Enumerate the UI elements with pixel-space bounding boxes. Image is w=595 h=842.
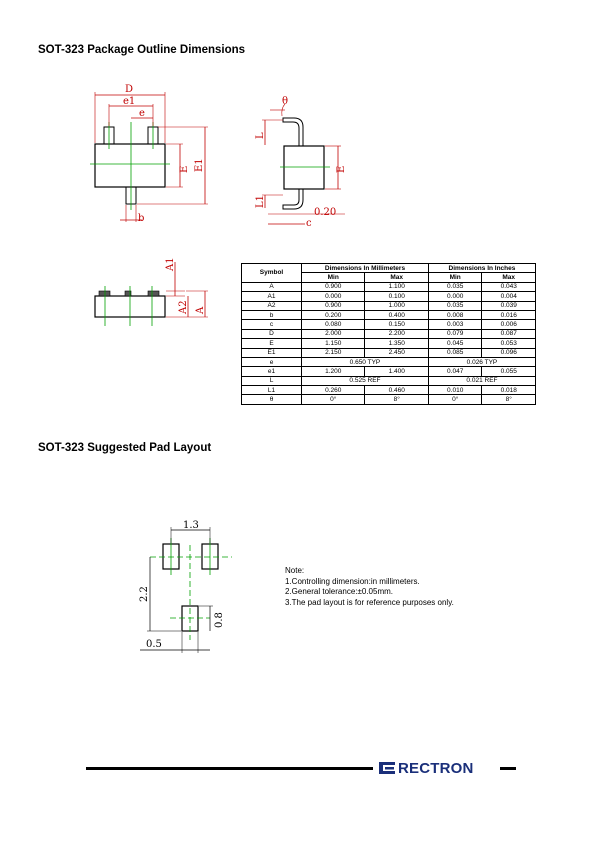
rectron-logo-mark-icon (378, 760, 397, 776)
label-e: e (139, 108, 145, 119)
pad-layout-heading: SOT-323 Suggested Pad Layout (38, 442, 212, 454)
table-header-inches: Dimensions In Inches (428, 264, 535, 273)
rectron-logo (378, 759, 474, 777)
cell-symbol: A1 (242, 292, 302, 301)
table-row (242, 292, 536, 301)
cell-in-max: 0.018 (482, 386, 536, 395)
table-header-mm-min: Min (302, 273, 365, 282)
note-title: Note: (285, 566, 305, 575)
footer-rule-right (500, 767, 516, 770)
cell-in-max: 0.096 (482, 348, 536, 357)
cell-symbol: D (242, 329, 302, 338)
table-header-mm: Dimensions In Millimeters (302, 264, 429, 273)
table-row (242, 329, 536, 338)
cell-in-min: 0.079 (428, 329, 482, 338)
label-A1: A1 (165, 257, 176, 271)
cell-mm-max: 0.400 (365, 310, 428, 319)
label-A2: A2 (178, 300, 189, 314)
cell-in-min: 0.085 (428, 348, 482, 357)
cell-mm-max: 8° (365, 395, 428, 404)
cell-in-max: 0.006 (482, 320, 536, 329)
dimensions-table (241, 263, 536, 405)
cell-mm-min: 2.150 (302, 348, 365, 357)
cell-in-min: 0.000 (428, 292, 482, 301)
cell-mm-span: 0.525 REF (302, 376, 429, 385)
cell-in-min: 0.035 (428, 301, 482, 310)
side-view (255, 96, 347, 229)
table-row (242, 339, 536, 348)
cell-mm-min: 0.080 (302, 320, 365, 329)
label-D: D (125, 84, 134, 95)
cell-mm-max: 0.460 (365, 386, 428, 395)
table-row (242, 310, 536, 319)
cell-in-span: 0.026 TYP (428, 357, 535, 366)
label-L1: L1 (255, 194, 266, 208)
cell-mm-max: 0.150 (365, 320, 428, 329)
cell-mm-max: 2.200 (365, 329, 428, 338)
table-header-in-min: Min (428, 273, 482, 282)
pad-label-pad-width: 0.5 (146, 639, 162, 650)
table-row (242, 348, 536, 357)
footer-rule-left (86, 767, 373, 770)
cell-mm-min: 0.900 (302, 301, 365, 310)
label-E: E (179, 165, 190, 173)
cell-mm-min: 0.260 (302, 386, 365, 395)
label-c: c (306, 218, 312, 229)
cell-symbol: E1 (242, 348, 302, 357)
note-line-2: 2.General tolerance:±0.05mm. (285, 587, 393, 596)
cell-symbol: θ (242, 395, 302, 404)
label-A: A (195, 306, 206, 314)
cell-in-max: 0.053 (482, 339, 536, 348)
cell-in-max: 8° (482, 395, 536, 404)
top-view (90, 84, 208, 224)
table-row (242, 376, 536, 385)
table-header-in-max: Max (482, 273, 536, 282)
cell-mm-max: 1.000 (365, 301, 428, 310)
cell-symbol: c (242, 320, 302, 329)
cell-in-max: 0.087 (482, 329, 536, 338)
cell-in-min: 0.008 (428, 310, 482, 319)
table-row (242, 386, 536, 395)
cell-symbol: L (242, 376, 302, 385)
cell-in-min: 0.003 (428, 320, 482, 329)
cell-mm-span: 0.650 TYP (302, 357, 429, 366)
note-line-3: 3.The pad layout is for reference purposes only. (285, 597, 454, 607)
cell-in-max: 0.055 (482, 367, 536, 376)
table-header-symbol: Symbol (242, 264, 302, 283)
outline-heading: SOT-323 Package Outline Dimensions (38, 44, 246, 56)
cell-in-max: 0.039 (482, 301, 536, 310)
cell-mm-min: 0.900 (302, 282, 365, 291)
label-e1: e1 (123, 96, 136, 107)
cell-mm-min: 2.000 (302, 329, 365, 338)
pad-label-width: 1.3 (183, 520, 199, 531)
label-E-side: E (336, 165, 347, 173)
cell-mm-min: 0.200 (302, 310, 365, 319)
note-line-1: 1.Controlling dimension:in millimeters. (285, 576, 420, 586)
cell-mm-min: 0° (302, 395, 365, 404)
cell-in-min: 0.045 (428, 339, 482, 348)
pad-label-height: 2.2 (139, 586, 150, 602)
cell-symbol: b (242, 310, 302, 319)
table-row (242, 282, 536, 291)
table-row (242, 301, 536, 310)
cell-mm-min: 0.000 (302, 292, 365, 301)
cell-mm-max: 2.450 (365, 348, 428, 357)
cell-symbol: E (242, 339, 302, 348)
pad-label-size: 0.8 (214, 612, 225, 628)
label-b: b (138, 213, 145, 224)
rectron-logo-text: RECTRON (398, 759, 474, 777)
cell-symbol: L1 (242, 386, 302, 395)
cell-in-min: 0.010 (428, 386, 482, 395)
table-row (242, 395, 536, 404)
table-row (242, 357, 536, 366)
cell-in-min: 0° (428, 395, 482, 404)
cell-mm-max: 1.100 (365, 282, 428, 291)
table-header-mm-max: Max (365, 273, 428, 282)
cell-symbol: e (242, 357, 302, 366)
label-theta: θ (282, 96, 289, 107)
cell-mm-min: 1.150 (302, 339, 365, 348)
cell-in-min: 0.035 (428, 282, 482, 291)
cell-mm-min: 1.200 (302, 367, 365, 376)
cell-in-max: 0.016 (482, 310, 536, 319)
label-L: L (255, 132, 266, 139)
cell-mm-max: 1.350 (365, 339, 428, 348)
cell-in-min: 0.047 (428, 367, 482, 376)
cell-in-max: 0.004 (482, 292, 536, 301)
pad-layout-note (285, 566, 454, 608)
label-E1: E1 (194, 158, 205, 172)
table-row (242, 320, 536, 329)
cell-in-max: 0.043 (482, 282, 536, 291)
cell-mm-max: 0.100 (365, 292, 428, 301)
cell-mm-max: 1.400 (365, 367, 428, 376)
table-row (242, 367, 536, 376)
front-view (95, 257, 208, 326)
label-gauge: 0.20 (314, 207, 337, 218)
pad-layout (139, 520, 232, 653)
cell-symbol: A2 (242, 301, 302, 310)
cell-symbol: A (242, 282, 302, 291)
cell-in-span: 0.021 REF (428, 376, 535, 385)
cell-symbol: e1 (242, 367, 302, 376)
